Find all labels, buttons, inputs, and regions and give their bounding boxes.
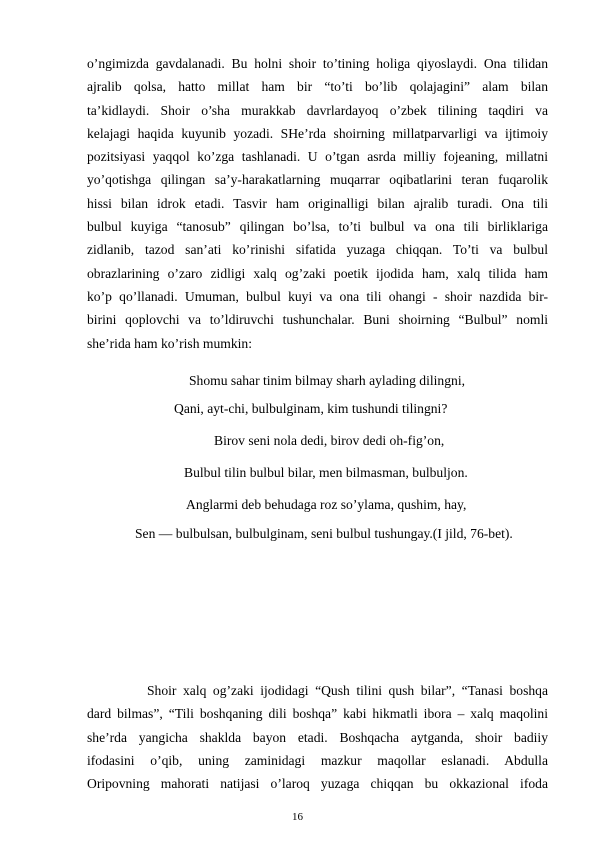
text-line: ta’kidlaydi. Shoir o’sha murakkab davrlardayoq o’zbek tilining taqdiri va [87, 102, 548, 118]
paragraph-2 [87, 679, 548, 795]
text-line: Shoir xalq og’zaki ijodidagi “Qush tilini qush bilar”, “Tanasi boshqa [147, 683, 548, 698]
page-number: 16 [292, 811, 303, 823]
verse-line-5: Anglarmi deb behudaga roz so’ylama, qushim, hay, [186, 497, 467, 512]
text-line: ifodasini o’qib, uning zaminidagi mazkur maqollar eslanadi. Abdulla [87, 752, 548, 768]
verse-line-2: Qani, ayt-chi, bulbulginam, kim tushundi tilingni? [174, 401, 448, 416]
text-line: yo’qotishga qilingan sa’y-harakatlarning muqarrar oqibatlarini teran fuqarolik [87, 172, 548, 188]
text-line: Oripovning mahorati natijasi o’laroq yuzaga chiqqan bu okkazional ifoda [87, 776, 548, 792]
paragraph-1 [87, 52, 548, 355]
text-line: she’rida ham ko’rish mumkin: [87, 335, 252, 351]
verse-line-6: Sen — bulbulsan, bulbulginam, seni bulbul tushungay.(I jild, 76-bet). [135, 526, 513, 541]
text-line: dard bilmas”, “Tili boshqaning dili boshqa” kabi hikmatli ibora – xalq maqolini [87, 706, 548, 722]
verse-line-4: Bulbul tilin bulbul bilar, men bilmasman, bulbuljon. [184, 465, 468, 480]
text-line: zidlanib, tazod san’ati ko’rinishi sifatida yuzaga chiqqan. To’ti va bulbul [87, 242, 548, 258]
verse-line-3: Birov seni nola dedi, birov dedi oh-fig’on, [214, 433, 445, 448]
text-line: she’rda yangicha shaklda bayon etadi. Boshqacha aytganda, shoir badiiy [87, 729, 548, 745]
text-line: birini qoplovchi va to’ldiruvchi tushunchalar. Buni shoirning “Bulbul” nomli [87, 312, 548, 328]
text-line: hissi bilan idrok etadi. Tasvir ham originalligi bilan ajralib turadi. Ona tili [87, 195, 548, 211]
text-line: obrazlarining o’zaro zidligi xalq og’zaki poetik ijodida ham, xalq tilida ham [87, 265, 548, 281]
text-line: bulbul kuyiga “tanosub” qilingan bo’lsa, to’ti bulbul va ona tili birliklariga [87, 219, 548, 235]
text-line: ajralib qolsa, hatto millat ham bir “to’ti bo’lib qolajagini” alam bilan [87, 79, 548, 95]
verse-line-1: Shomu sahar tinim bilmay sharh aylading dilingni, [189, 373, 465, 388]
text-line: kelajagi haqida kuyunib yozadi. SHe’rda shoirning millatparvarligi va ijtimoiy [87, 125, 548, 141]
text-line: ko’p qo’llanadi. Umuman, bulbul kuyi va ona tili ohangi - shoir nazdida bir- [87, 288, 548, 304]
text-line: o’ngimizda gavdalanadi. Bu holni shoir to’tining holiga qiyoslaydi. Ona tilidan [87, 56, 548, 71]
text-line: pozitsiyasi yaqqol ko’zga tashlanadi. U o’tgan asrda milliy fojeaning, millatni [87, 149, 548, 165]
